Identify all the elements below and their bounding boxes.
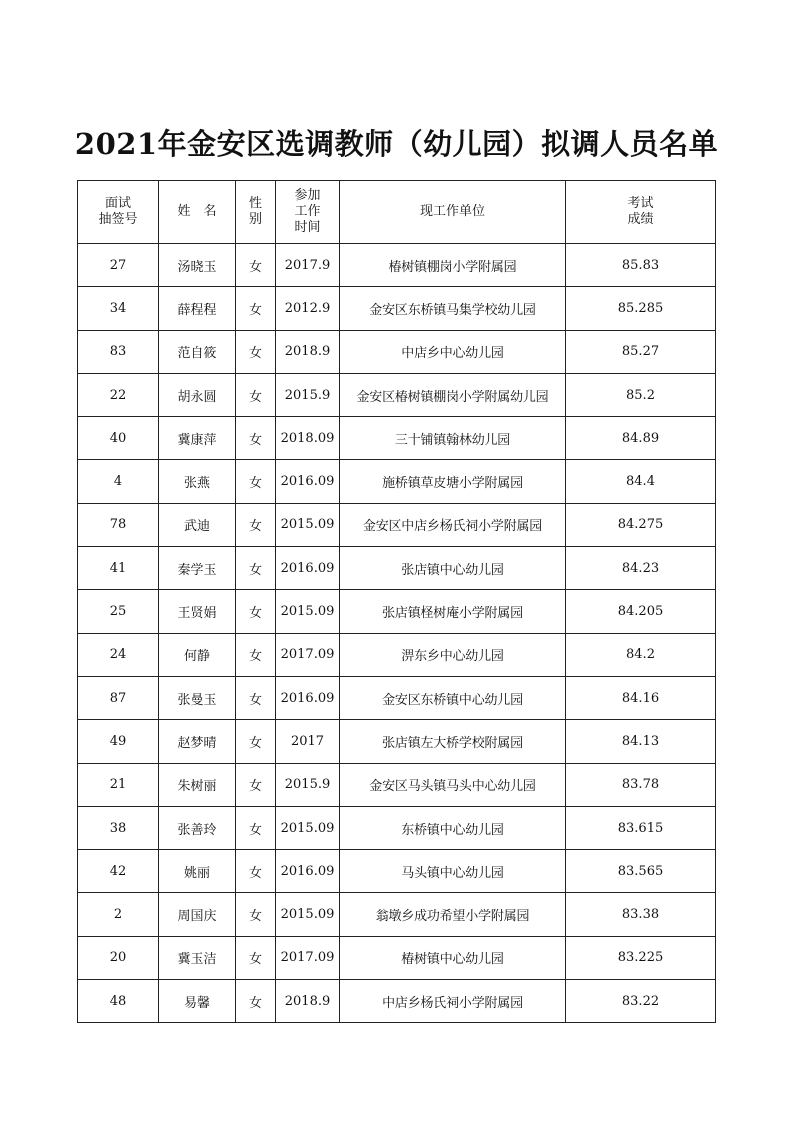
cell-exam-score: 84.275 xyxy=(566,503,716,546)
cell-draw-number: 4 xyxy=(78,460,159,503)
table-row xyxy=(78,763,716,806)
cell-exam-score: 83.78 xyxy=(566,763,716,806)
cell-start-year: 2015.9 xyxy=(276,373,340,416)
cell-start-year: 2016.09 xyxy=(276,850,340,893)
cell-exam-score: 84.205 xyxy=(566,590,716,633)
cell-current-unit: 椿树镇中心幼儿园 xyxy=(340,936,566,979)
cell-start-year: 2017.09 xyxy=(276,936,340,979)
cell-draw-number: 38 xyxy=(78,806,159,849)
header-name: 姓 名 xyxy=(159,181,236,244)
cell-exam-score: 85.83 xyxy=(566,244,716,287)
document-title: 2021年金安区选调教师（幼儿园）拟调人员名单 xyxy=(74,127,719,161)
table-row xyxy=(78,503,716,546)
cell-sex: 女 xyxy=(236,244,276,287)
cell-current-unit: 张店镇柽树庵小学附属园 xyxy=(340,590,566,633)
cell-start-year: 2015.09 xyxy=(276,893,340,936)
cell-name: 张燕 xyxy=(159,460,236,503)
table-row xyxy=(78,590,716,633)
cell-name: 汤晓玉 xyxy=(159,244,236,287)
cell-name: 姚丽 xyxy=(159,850,236,893)
cell-current-unit: 中店乡杨氏祠小学附属园 xyxy=(340,980,566,1023)
table-row xyxy=(78,460,716,503)
cell-name: 张曼玉 xyxy=(159,676,236,719)
cell-current-unit: 金安区中店乡杨氏祠小学附属园 xyxy=(340,503,566,546)
cell-start-year: 2018.9 xyxy=(276,330,340,373)
cell-sex: 女 xyxy=(236,373,276,416)
table-row xyxy=(78,850,716,893)
table-row xyxy=(78,373,716,416)
header-start-year: 参加 工作 时间 xyxy=(276,181,340,244)
cell-sex: 女 xyxy=(236,417,276,460)
table-row xyxy=(78,893,716,936)
cell-name: 薛程程 xyxy=(159,287,236,330)
cell-name: 王贤娟 xyxy=(159,590,236,633)
cell-name: 何静 xyxy=(159,633,236,676)
cell-current-unit: 张店镇中心幼儿园 xyxy=(340,547,566,590)
cell-start-year: 2017.09 xyxy=(276,633,340,676)
cell-start-year: 2015.9 xyxy=(276,763,340,806)
cell-draw-number: 83 xyxy=(78,330,159,373)
table-row xyxy=(78,980,716,1023)
cell-sex: 女 xyxy=(236,936,276,979)
cell-start-year: 2012.9 xyxy=(276,287,340,330)
cell-draw-number: 78 xyxy=(78,503,159,546)
table-body xyxy=(78,244,716,1023)
cell-current-unit: 张店镇左大桥学校附属园 xyxy=(340,720,566,763)
cell-name: 武迪 xyxy=(159,503,236,546)
cell-current-unit: 淠东乡中心幼儿园 xyxy=(340,633,566,676)
table-row xyxy=(78,633,716,676)
table-row xyxy=(78,806,716,849)
cell-exam-score: 84.89 xyxy=(566,417,716,460)
cell-draw-number: 20 xyxy=(78,936,159,979)
cell-current-unit: 东桥镇中心幼儿园 xyxy=(340,806,566,849)
cell-current-unit: 金安区东桥镇中心幼儿园 xyxy=(340,676,566,719)
cell-sex: 女 xyxy=(236,676,276,719)
cell-start-year: 2018.9 xyxy=(276,980,340,1023)
cell-draw-number: 49 xyxy=(78,720,159,763)
cell-name: 周国庆 xyxy=(159,893,236,936)
cell-exam-score: 83.38 xyxy=(566,893,716,936)
cell-name: 秦学玉 xyxy=(159,547,236,590)
table-row xyxy=(78,417,716,460)
cell-sex: 女 xyxy=(236,763,276,806)
cell-start-year: 2016.09 xyxy=(276,676,340,719)
cell-name: 易馨 xyxy=(159,980,236,1023)
cell-draw-number: 24 xyxy=(78,633,159,676)
cell-sex: 女 xyxy=(236,980,276,1023)
cell-start-year: 2017.9 xyxy=(276,244,340,287)
cell-name: 赵梦晴 xyxy=(159,720,236,763)
cell-name: 胡永圆 xyxy=(159,373,236,416)
header-exam-score: 考试 成绩 xyxy=(566,181,716,244)
cell-sex: 女 xyxy=(236,633,276,676)
table-header-row xyxy=(78,181,716,244)
cell-start-year: 2016.09 xyxy=(276,547,340,590)
cell-name: 冀康萍 xyxy=(159,417,236,460)
table-row xyxy=(78,330,716,373)
cell-current-unit: 翁墩乡成功希望小学附属园 xyxy=(340,893,566,936)
cell-draw-number: 25 xyxy=(78,590,159,633)
candidate-table xyxy=(77,180,716,1023)
header-draw-number: 面试 抽签号 xyxy=(78,181,159,244)
cell-current-unit: 金安区椿树镇棚岗小学附属幼儿园 xyxy=(340,373,566,416)
cell-sex: 女 xyxy=(236,893,276,936)
cell-exam-score: 83.225 xyxy=(566,936,716,979)
cell-current-unit: 三十铺镇翰林幼儿园 xyxy=(340,417,566,460)
cell-exam-score: 83.22 xyxy=(566,980,716,1023)
cell-exam-score: 85.2 xyxy=(566,373,716,416)
cell-draw-number: 87 xyxy=(78,676,159,719)
cell-current-unit: 马头镇中心幼儿园 xyxy=(340,850,566,893)
cell-exam-score: 85.27 xyxy=(566,330,716,373)
cell-sex: 女 xyxy=(236,850,276,893)
cell-current-unit: 金安区东桥镇马集学校幼儿园 xyxy=(340,287,566,330)
cell-draw-number: 27 xyxy=(78,244,159,287)
cell-exam-score: 84.16 xyxy=(566,676,716,719)
cell-draw-number: 41 xyxy=(78,547,159,590)
cell-exam-score: 84.2 xyxy=(566,633,716,676)
cell-exam-score: 84.4 xyxy=(566,460,716,503)
cell-draw-number: 40 xyxy=(78,417,159,460)
cell-name: 朱树丽 xyxy=(159,763,236,806)
cell-start-year: 2015.09 xyxy=(276,590,340,633)
cell-sex: 女 xyxy=(236,547,276,590)
cell-start-year: 2018.09 xyxy=(276,417,340,460)
cell-current-unit: 中店乡中心幼儿园 xyxy=(340,330,566,373)
cell-draw-number: 42 xyxy=(78,850,159,893)
cell-sex: 女 xyxy=(236,460,276,503)
cell-exam-score: 84.13 xyxy=(566,720,716,763)
cell-start-year: 2015.09 xyxy=(276,806,340,849)
cell-exam-score: 84.23 xyxy=(566,547,716,590)
cell-draw-number: 48 xyxy=(78,980,159,1023)
cell-sex: 女 xyxy=(236,590,276,633)
cell-name: 冀玉洁 xyxy=(159,936,236,979)
table-row xyxy=(78,720,716,763)
cell-sex: 女 xyxy=(236,287,276,330)
cell-start-year: 2016.09 xyxy=(276,460,340,503)
cell-draw-number: 21 xyxy=(78,763,159,806)
table-row xyxy=(78,287,716,330)
cell-draw-number: 34 xyxy=(78,287,159,330)
cell-start-year: 2017 xyxy=(276,720,340,763)
cell-exam-score: 83.615 xyxy=(566,806,716,849)
cell-sex: 女 xyxy=(236,806,276,849)
cell-current-unit: 椿树镇棚岗小学附属园 xyxy=(340,244,566,287)
cell-sex: 女 xyxy=(236,330,276,373)
cell-current-unit: 施桥镇草皮塘小学附属园 xyxy=(340,460,566,503)
cell-start-year: 2015.09 xyxy=(276,503,340,546)
table-row xyxy=(78,936,716,979)
cell-draw-number: 22 xyxy=(78,373,159,416)
cell-exam-score: 83.565 xyxy=(566,850,716,893)
header-sex: 性 别 xyxy=(236,181,276,244)
cell-name: 范自筱 xyxy=(159,330,236,373)
cell-name: 张善玲 xyxy=(159,806,236,849)
table-row xyxy=(78,547,716,590)
table-row xyxy=(78,676,716,719)
cell-current-unit: 金安区马头镇马头中心幼儿园 xyxy=(340,763,566,806)
table-row xyxy=(78,244,716,287)
cell-exam-score: 85.285 xyxy=(566,287,716,330)
cell-sex: 女 xyxy=(236,720,276,763)
cell-draw-number: 2 xyxy=(78,893,159,936)
cell-sex: 女 xyxy=(236,503,276,546)
header-current-unit: 现工作单位 xyxy=(340,181,566,244)
